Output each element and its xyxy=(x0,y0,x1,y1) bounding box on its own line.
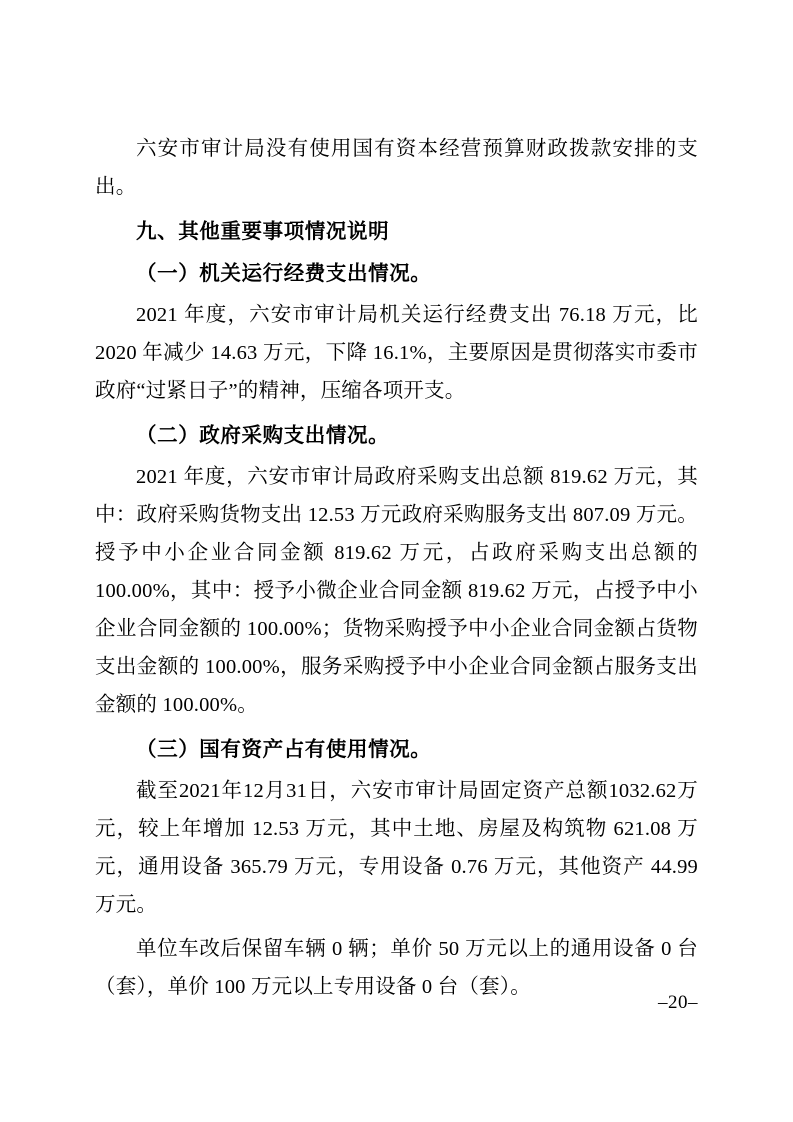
document-body xyxy=(95,130,698,1006)
paragraph-vehicles-equipment: 单位车改后保留车辆 0 辆；单价 50 万元以上的通用设备 0 台（套），单价 100 万元以上专用设备 0 台（套）。 xyxy=(95,938,698,998)
paragraph-operating-expenses: 2021 年度，六安市审计局机关运行经费支出 76.18 万元，比 2020 年减少 14.63 万元，下降 16.1%，主要原因是贯彻落实市委市政府“过紧日子”的精神，压缩各项开支。 xyxy=(95,304,698,402)
paragraph-government-procurement: 2021 年度，六安市审计局政府采购支出总额 819.62 万元，其中：政府采购货物支出 12.53 万元政府采购服务支出 807.09 万元。授予中小企业合同金额 819.62 万元，占政府采购支出总额的 100.00%，其中：授予小微企业合同金额 819.62 万元，占授予中小企业合同金额的 100.00%；货物采购授予中小企业合同金额占货物支出金额的 100.00%，服务采购授予中小企业合同金额占服务支出金额的 100.00%。 xyxy=(95,466,698,716)
subsection-heading-one: （一）机关运行经费支出情况。 xyxy=(136,261,432,285)
section-heading-nine: 九、其他重要事项情况说明 xyxy=(136,219,390,243)
page-number: –20– xyxy=(658,992,698,1013)
paragraph-state-assets: 截至2021年12月31日，六安市审计局固定资产总额1032.62万元，较上年增加 12.53 万元，其中土地、房屋及构筑物 621.08 万元，通用设备 365.79 万元，专用设备 0.76 万元，其他资产 44.99 万元。 xyxy=(95,780,698,916)
subsection-heading-three: （三）国有资产占有使用情况。 xyxy=(136,737,432,761)
paragraph-state-capital-budget: 六安市审计局没有使用国有资本经营预算财政拨款安排的支出。 xyxy=(95,138,698,198)
subsection-heading-two: （二）政府采购支出情况。 xyxy=(136,423,390,447)
